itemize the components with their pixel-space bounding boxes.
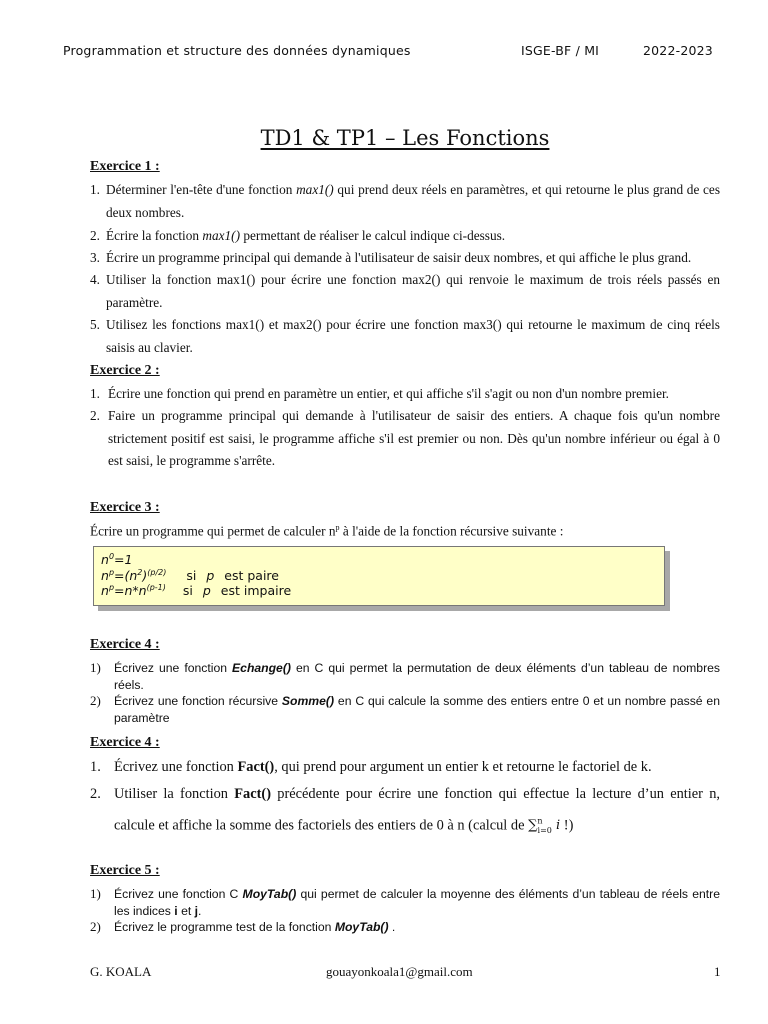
ex5-item-1-index-j: j xyxy=(194,903,199,918)
exercise-4a-heading: Exercice 4 : xyxy=(90,637,160,652)
ex4b-item-1 xyxy=(90,755,720,780)
ex1-item-2-text: Écrire la fonction xyxy=(106,228,203,243)
formula-2-mid: =(n xyxy=(114,568,138,584)
ex5-item-2-end: . xyxy=(388,920,396,934)
ex5-item-2-text: Écrivez le programme test de la fonction xyxy=(114,920,335,934)
ex5-item-2-number: 2) xyxy=(90,919,101,934)
ex1-item-5-number: 5. xyxy=(90,317,100,332)
ex2-item-1 xyxy=(90,383,720,406)
ex5-item-2 xyxy=(90,919,720,936)
formula-2-p: p xyxy=(206,568,215,584)
ex4a-item-2-text-end: en C qui calcule la somme des entiers entre 0 et un nombre passé en paramètre xyxy=(114,694,720,725)
ex2-item-2-text: Faire un programme principal qui demande à l'utilisateur de saisir des entiers. A chaque fois qu'un nombre strictement positif est saisi, le programme affiche s'il est premier ou non. Dès qu'un nombre inférieur ou égal à 0 est saisi, le programme s'arrête. xyxy=(108,408,720,469)
sum-upper: n xyxy=(537,817,543,826)
ex1-item-2-number: 2. xyxy=(90,228,100,243)
footer-email: gouayonkoala1@gmail.com xyxy=(326,964,473,979)
formula-2-si: si xyxy=(186,568,197,584)
formula-3-si: si xyxy=(182,583,193,599)
ex4b-item-2-number: 2. xyxy=(90,786,101,802)
exercise-5-heading: Exercice 5 : xyxy=(90,863,160,878)
ex5-item-1-function: MoyTab() xyxy=(242,887,297,901)
exercise-1-heading: Exercice 1 : xyxy=(90,159,160,174)
formula-2-exp2: 2 xyxy=(137,568,143,577)
sum-body: i xyxy=(556,818,561,834)
formula-1-exp: 0 xyxy=(108,552,115,561)
formula-1-base: n xyxy=(101,552,109,568)
ex4a-item-2-number: 2) xyxy=(90,693,101,708)
formula-3-condition: est impaire xyxy=(220,583,292,599)
ex4b-item-2-function: Fact() xyxy=(234,786,271,802)
ex1-item-1-text: Déterminer l'en-tête d'une fonction xyxy=(106,182,297,197)
footer-author: G. KOALA xyxy=(90,964,152,979)
page-title: TD1 & TP1 – Les Fonctions xyxy=(260,126,550,150)
ex4a-item-2-text: Écrivez une fonction récursive xyxy=(114,694,282,708)
ex5-item-1 xyxy=(90,886,720,919)
ex4b-item-2-text-end: précédente pour écrire une fonction qui effectue la lecture d’un entier n, calcule et affiche la somme des factoriels des entiers de 0 à n (calcul de xyxy=(114,786,720,834)
ex1-item-1-function: max1() xyxy=(296,182,334,197)
ex4b-item-1-text-end: , qui prend pour argument un entier k et retourne le factoriel de k. xyxy=(274,759,652,775)
header-year: 2022-2023 xyxy=(643,43,713,58)
ex5-item-1-number: 1) xyxy=(90,886,101,901)
ex1-item-2 xyxy=(90,225,720,248)
ex5-item-1-end: . xyxy=(198,903,202,918)
formula-line-2 xyxy=(101,568,279,583)
ex3-intro xyxy=(90,523,563,539)
formula-2-base: n xyxy=(101,568,109,584)
ex1-item-2-function: max1() xyxy=(202,228,241,243)
formula-box xyxy=(93,546,665,606)
ex4a-item-1-text: Écrivez une fonction xyxy=(114,661,233,675)
exercise-2-heading: Exercice 2 : xyxy=(90,363,160,378)
ex5-item-1-text: Écrivez une fonction C xyxy=(114,887,243,901)
formula-line-3 xyxy=(101,583,291,598)
ex1-item-1 xyxy=(90,179,720,224)
exercise-3-heading: Exercice 3 : xyxy=(90,500,160,515)
formula-2-exp3: (p/2) xyxy=(147,568,167,577)
ex4b-item-2 xyxy=(90,781,720,844)
ex2-item-1-text: Écrire une fonction qui prend en paramètre un entier, et qui affiche s'il s'agit ou non d'un nombre premier. xyxy=(108,386,670,401)
formula-line-1 xyxy=(101,552,132,567)
ex1-item-2-text-end: permettant de réaliser le calcul indique ci-dessus. xyxy=(240,228,506,243)
ex4a-item-1-text-end: en C qui permet la permutation de deux éléments d’un tableau de nombres réels. xyxy=(114,661,720,692)
ex2-item-2 xyxy=(90,405,720,473)
ex4b-item-2-text: Utiliser la fonction xyxy=(114,786,235,802)
formula-2-exp: p xyxy=(108,568,115,577)
footer-page-number: 1 xyxy=(714,964,721,979)
ex4a-item-2-function: Somme() xyxy=(281,694,335,708)
ex1-item-4-number: 4. xyxy=(90,272,100,287)
ex4b-item-1-function: Fact() xyxy=(237,759,275,775)
ex1-item-3-number: 3. xyxy=(90,250,100,265)
ex4a-item-2 xyxy=(90,693,720,726)
ex5-item-1-text-mid: qui permet de calculer la moyenne des éléments d’un tableau de réels entre les indices xyxy=(114,887,720,918)
sum-lower: i=0 xyxy=(537,825,552,835)
formula-1-rest: =1 xyxy=(114,552,133,568)
ex4a-item-1-function: Echange() xyxy=(232,661,291,675)
formula-3-mid: =n*n xyxy=(114,583,147,599)
formula-2-condition: est paire xyxy=(224,568,279,584)
ex5-item-1-index-i: i xyxy=(174,903,178,918)
ex4a-item-1 xyxy=(90,660,720,693)
ex1-item-5-text: Utilisez les fonctions max1() et max2() pour écrire une fonction max3() qui retourne le maximum de cinq réels saisis au clavier. xyxy=(106,317,720,355)
ex1-item-1-text-end: qui prend deux réels en paramètres, et qui retourne le plus grand de ces deux nombres. xyxy=(106,182,721,220)
ex5-item-1-and: et xyxy=(177,903,195,918)
ex4b-item-1-text: Écrivez une fonction xyxy=(114,759,238,775)
ex5-item-2-function: MoyTab() xyxy=(334,920,389,934)
formula-2-close: ) xyxy=(142,568,148,584)
formula-3-p: p xyxy=(202,583,211,599)
ex1-item-1-number: 1. xyxy=(90,182,100,197)
header-course: Programmation et structure des données dynamiques xyxy=(63,43,411,58)
ex3-intro-exponent: p xyxy=(335,523,340,532)
ex4b-item-2-tail: !) xyxy=(560,817,574,834)
ex2-item-1-number: 1. xyxy=(90,386,100,401)
header-school: ISGE-BF / MI xyxy=(521,43,600,58)
formula-3-exp: p xyxy=(108,583,115,592)
sum-symbol: ∑$^n_{i=0}$ i xyxy=(528,817,561,835)
ex1-item-5 xyxy=(90,314,720,359)
ex1-item-4 xyxy=(90,269,720,314)
ex3-intro-text: Écrire un programme qui permet de calculer n xyxy=(90,523,336,539)
formula-3-exp2: (p-1) xyxy=(146,583,166,592)
ex4b-item-1-number: 1. xyxy=(90,759,101,775)
formula-3-base: n xyxy=(101,583,109,599)
exercise-4b-heading: Exercice 4 : xyxy=(90,735,160,750)
ex3-intro-text-end: à l'aide de la fonction récursive suivante : xyxy=(339,523,564,539)
ex1-item-3 xyxy=(90,247,720,270)
ex4a-item-1-number: 1) xyxy=(90,660,101,675)
ex1-item-3-text: Écrire un programme principal qui demande à l'utilisateur de saisir deux nombres, et qui affiche le plus grand. xyxy=(106,250,692,265)
ex1-item-4-text: Utiliser la fonction max1() pour écrire une fonction max2() qui renvoie le maximum de trois réels passés en paramètre. xyxy=(106,272,720,310)
ex2-item-2-number: 2. xyxy=(90,408,100,423)
